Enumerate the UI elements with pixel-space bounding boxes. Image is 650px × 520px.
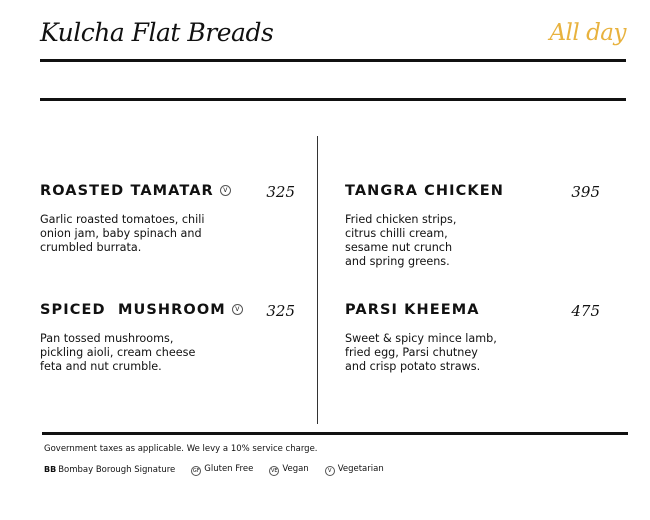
item-name: PARSI KHEEMA [345, 302, 480, 318]
item-price: 325 [266, 302, 295, 320]
item-description: Sweet & spicy mince lamb, fried egg, Parsi chutney and crisp potato straws. [345, 332, 497, 373]
item-name: TANGRA CHICKEN [345, 183, 504, 199]
item-price: 395 [571, 183, 600, 201]
gluten-free-icon: GF [192, 468, 200, 474]
menu-item [345, 183, 600, 293]
item-description: Fried chicken strips, citrus chilli cream, sesame nut crunch and spring greens. [345, 213, 457, 268]
legend-item [44, 465, 175, 475]
signature-icon: BB [44, 465, 57, 474]
legend-item [325, 464, 384, 476]
vegetarian-icon: V [325, 466, 335, 476]
item-price: 325 [266, 183, 295, 201]
menu-item [40, 302, 295, 412]
legend-label: Vegetarian [337, 464, 384, 474]
legend-item [191, 464, 253, 476]
vegetarian-icon: V [220, 185, 231, 196]
vegan-icon: VE [271, 468, 278, 474]
dietary-legend [44, 464, 384, 476]
menu-item [345, 302, 600, 412]
divider-bottom [42, 432, 628, 435]
legend-label: Bombay Borough Signature [58, 465, 176, 475]
service-time: All day [549, 20, 626, 46]
item-description: Garlic roasted tomatoes, chili onion jam, baby spinach and crumbled burrata. [40, 213, 205, 254]
column-divider [317, 136, 318, 424]
legend-label: Gluten Free [204, 464, 254, 474]
item-name: ROASTED TAMATAR [40, 183, 214, 199]
item-description: Pan tossed mushrooms, pickling aioli, cream cheese feta and nut crumble. [40, 332, 196, 373]
legend-label: Vegan [282, 464, 309, 474]
divider-second [40, 98, 626, 101]
tax-note: Government taxes as applicable. We levy a 10% service charge. [44, 444, 318, 454]
vegetarian-icon: V [232, 304, 243, 315]
item-price: 475 [571, 302, 600, 320]
divider-top [40, 59, 626, 62]
section-title: Kulcha Flat Breads [40, 18, 274, 47]
menu-item [40, 183, 295, 293]
item-name: SPICED MUSHROOM [40, 302, 226, 318]
legend-item [269, 464, 308, 476]
